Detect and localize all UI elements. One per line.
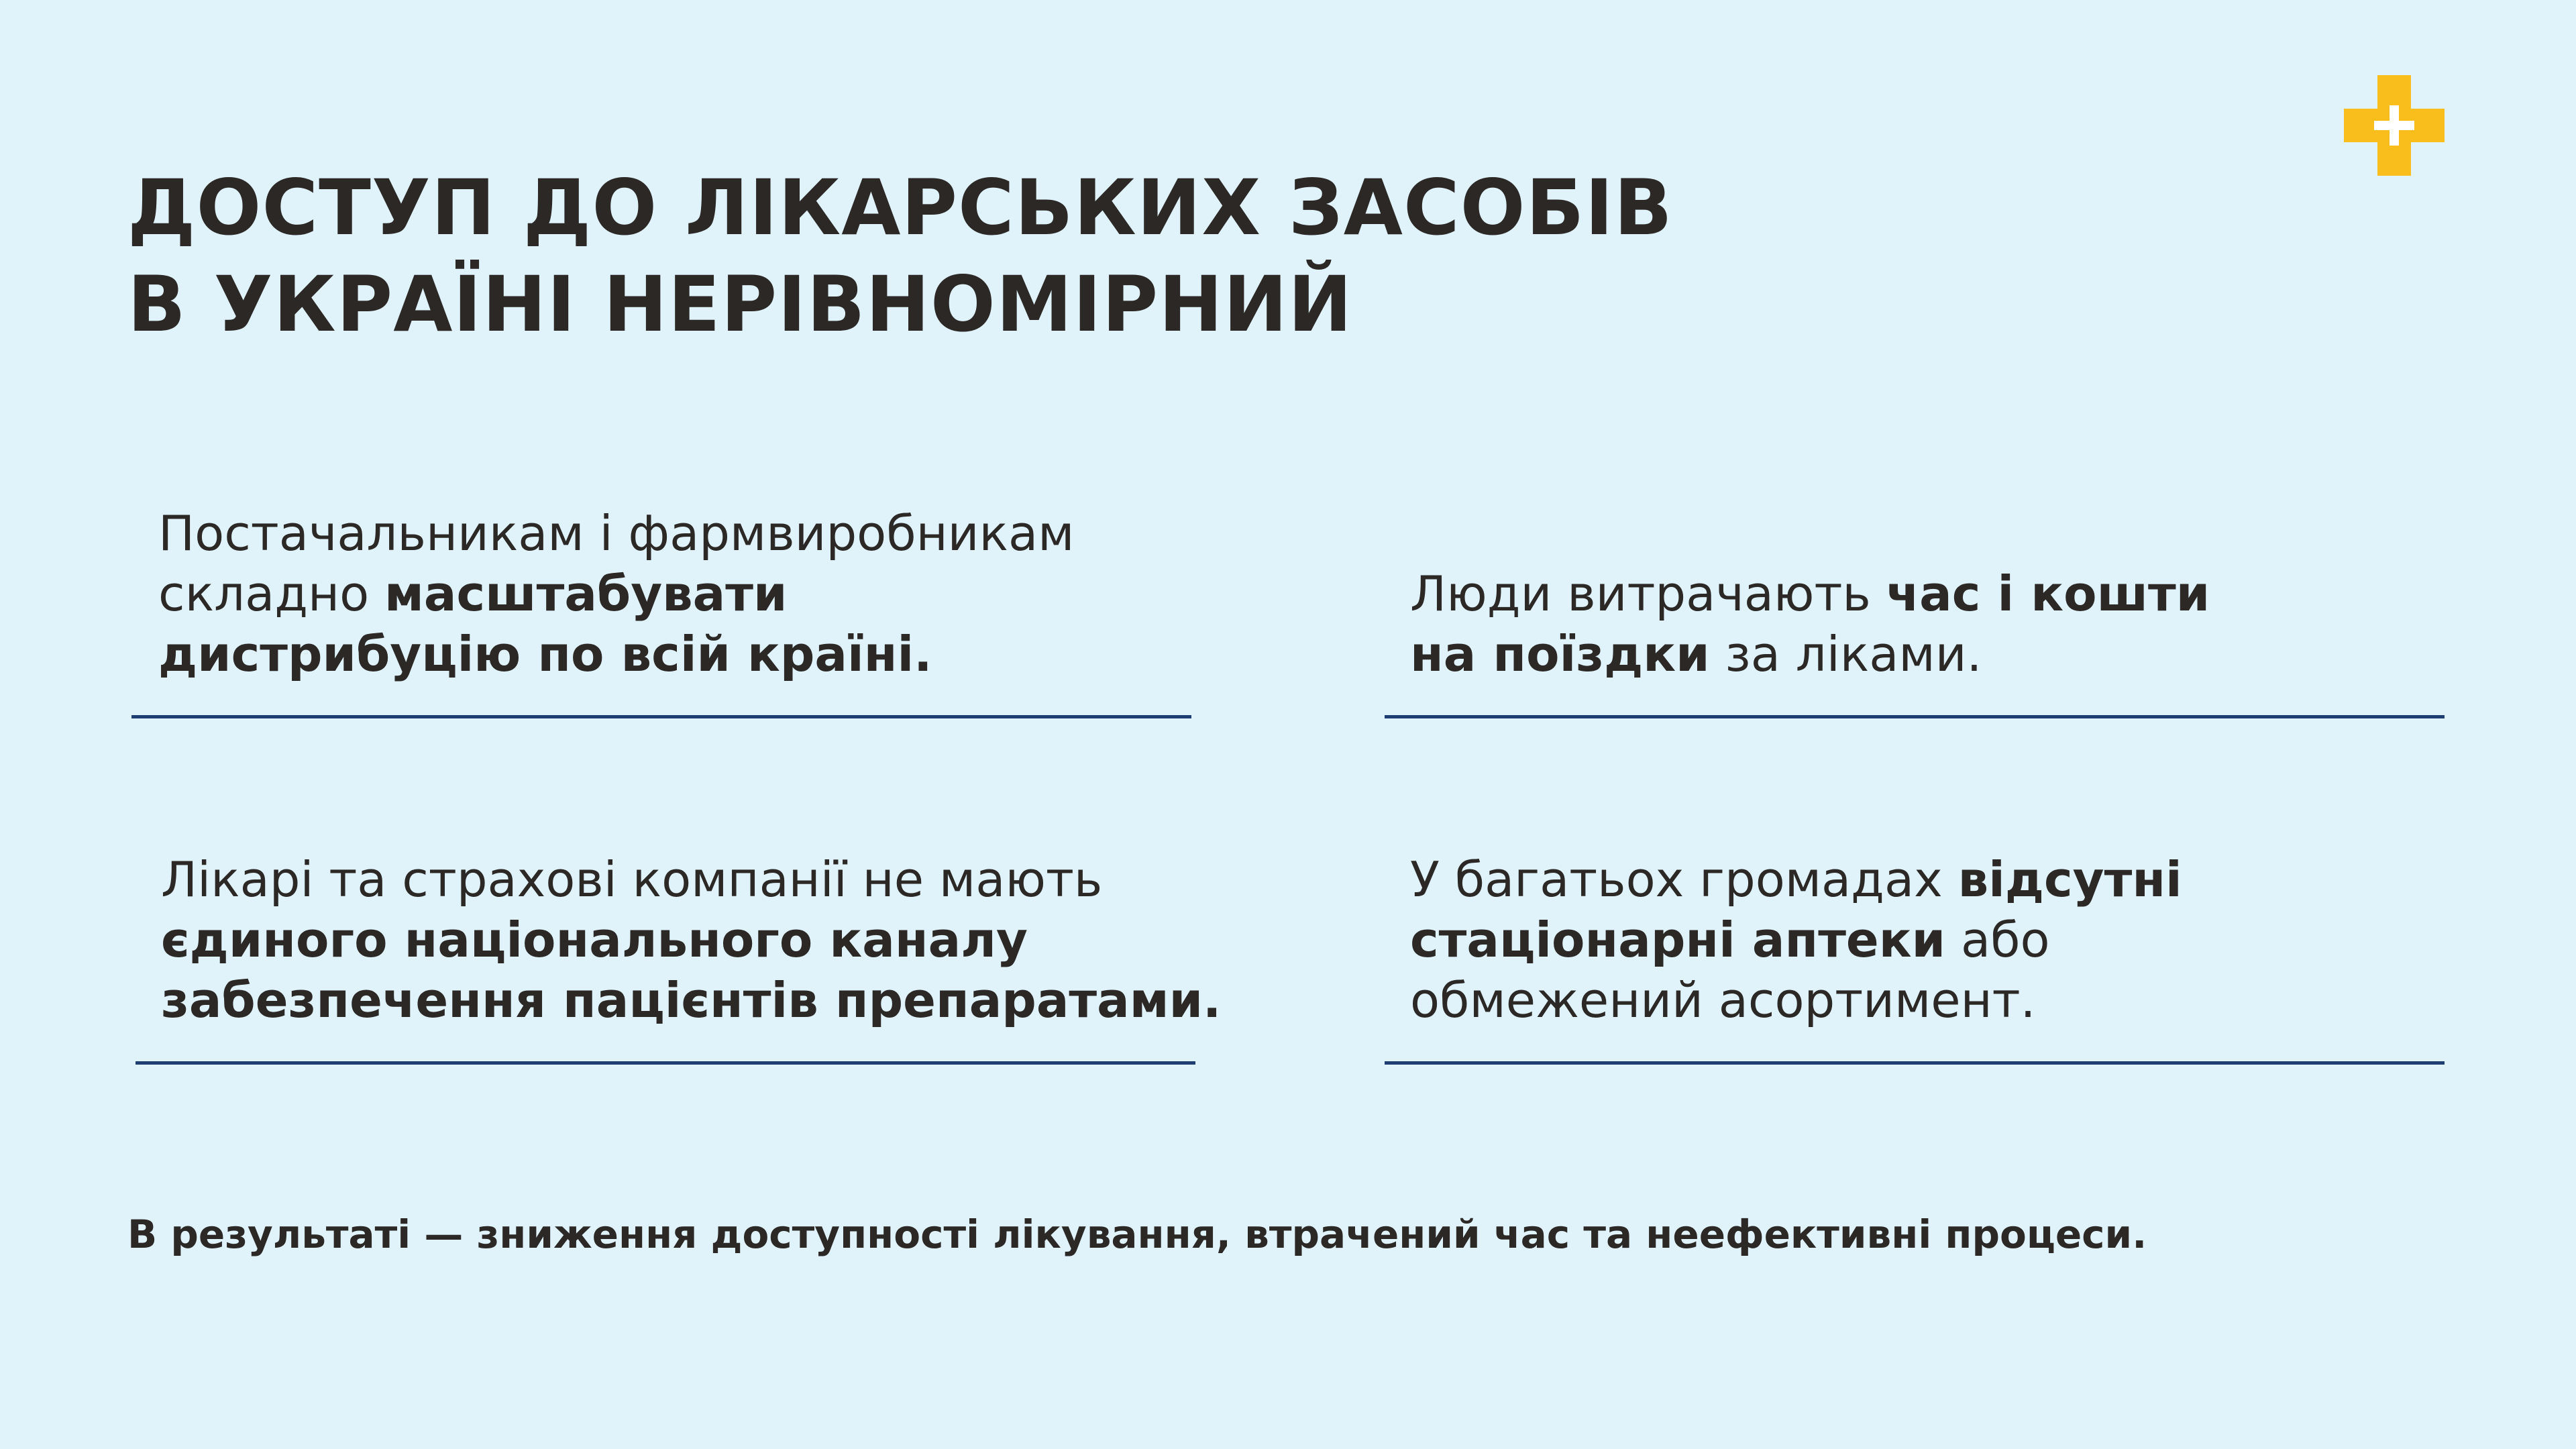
card-line bbox=[158, 624, 1074, 684]
card-text bbox=[161, 849, 1221, 1030]
info-card-travel-costs bbox=[1385, 503, 2445, 721]
card-line bbox=[161, 849, 1221, 910]
card-text-bold: забезпечення пацієнтів препаратами. bbox=[161, 972, 1222, 1028]
card-line bbox=[1410, 624, 2210, 684]
card-text-bold: час і кошти bbox=[1886, 566, 2210, 622]
card-text-plain: Постачальникам і фармвиробникам bbox=[158, 505, 1075, 561]
card-line bbox=[158, 564, 1074, 624]
info-card-pharmacies bbox=[1385, 849, 2445, 1067]
card-line bbox=[1410, 910, 2182, 970]
info-card-national-channel bbox=[136, 849, 1222, 1067]
title-line-1: ДОСТУП ДО ЛІКАРСЬКИХ ЗАСОБІВ bbox=[127, 163, 1673, 252]
divider-line bbox=[1385, 715, 2445, 718]
title-line-2: В УКРАЇНІ НЕРІВНОМІРНИЙ bbox=[127, 260, 1353, 349]
page-title bbox=[127, 160, 1673, 353]
card-line bbox=[161, 970, 1221, 1030]
card-text-bold: масштабувати bbox=[384, 566, 788, 622]
card-text-bold: єдиного національного каналу bbox=[161, 912, 1028, 968]
card-text-plain: складно bbox=[158, 566, 385, 622]
card-text-bold: на поїздки bbox=[1410, 626, 1710, 682]
card-line bbox=[1410, 970, 2182, 1030]
card-text bbox=[158, 503, 1074, 684]
card-text bbox=[1410, 564, 2210, 684]
card-text-plain: У багатьох громадах bbox=[1410, 851, 1958, 908]
card-text-bold: стаціонарні аптеки bbox=[1410, 912, 1946, 968]
divider-line bbox=[1385, 1061, 2445, 1065]
card-text-plain: обмежений асортимент. bbox=[1410, 972, 2036, 1028]
info-card-distribution bbox=[131, 503, 1191, 721]
card-text-plain: за ліками. bbox=[1709, 626, 1982, 682]
card-text bbox=[1410, 849, 2182, 1030]
card-text-plain: Люди витрачають bbox=[1410, 566, 1886, 622]
divider-line bbox=[131, 715, 1191, 718]
medical-cross-icon bbox=[2344, 75, 2445, 176]
card-text-plain: або bbox=[1945, 912, 2050, 968]
divider-line bbox=[136, 1061, 1195, 1065]
card-text-plain: Лікарі та страхові компанії не мають bbox=[161, 851, 1103, 908]
card-text-bold: дистрибуцію по всій країні. bbox=[158, 626, 932, 682]
card-line bbox=[1410, 564, 2210, 624]
card-text-bold: відсутні bbox=[1957, 851, 2182, 908]
card-line bbox=[161, 910, 1221, 970]
card-line bbox=[1410, 849, 2182, 910]
conclusion-text: В результаті — зниження доступності лікування, втрачений час та неефективні процеси. bbox=[127, 1212, 2147, 1257]
card-line bbox=[158, 503, 1074, 564]
